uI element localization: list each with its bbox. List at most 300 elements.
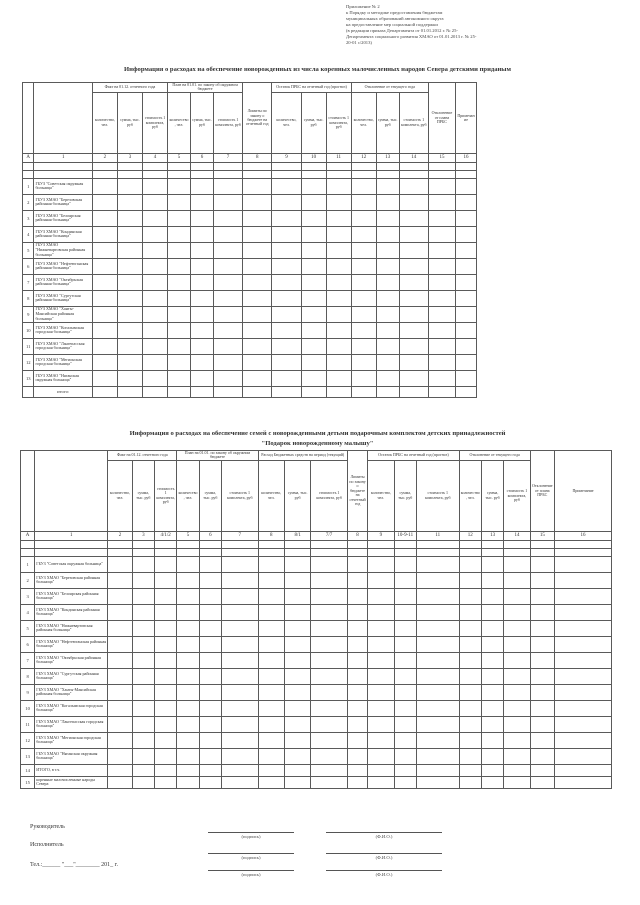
value-cell: [177, 572, 199, 588]
header-group-cell: Отклонение от плана ПРБС: [530, 451, 554, 532]
value-cell: [530, 716, 554, 732]
value-cell: [530, 732, 554, 748]
value-cell: [284, 776, 310, 788]
value-cell: [347, 716, 367, 732]
value-cell: [221, 636, 258, 652]
header-organization-cell: [34, 83, 92, 154]
value-cell: [190, 354, 213, 370]
value-cell: [108, 668, 132, 684]
value-cell: [154, 764, 176, 776]
value-cell: [132, 668, 154, 684]
value-cell: [399, 242, 428, 258]
value-cell: [394, 716, 416, 732]
empty-cell: [168, 170, 191, 178]
value-cell: [243, 274, 272, 290]
value-cell: [177, 588, 199, 604]
value-cell: [347, 748, 367, 764]
value-cell: [92, 178, 117, 194]
empty-cell: [21, 540, 35, 548]
value-cell: [190, 226, 213, 242]
column-number-cell: 6: [190, 153, 213, 162]
value-cell: [168, 178, 191, 194]
organization-cell: ГБУЗ ХМАО "Нижневартовская районная больница": [34, 242, 92, 258]
column-number-cell: 13: [376, 153, 399, 162]
value-cell: [221, 700, 258, 716]
organization-cell: ГБУЗ ХМАО "Белоярская районная больница": [35, 588, 108, 604]
value-cell: [199, 732, 221, 748]
value-cell: [108, 732, 132, 748]
row-number-cell: 10: [21, 700, 35, 716]
appendix-line: к Порядку и методике предоставления бюджетам: [346, 10, 443, 15]
row-number-cell: 5: [21, 620, 35, 636]
empty-cell: [459, 548, 481, 556]
value-cell: [199, 668, 221, 684]
value-cell: [376, 290, 399, 306]
value-cell: [428, 290, 455, 306]
value-cell: [351, 370, 376, 386]
empty-cell: [213, 170, 242, 178]
empty-cell: [199, 548, 221, 556]
value-cell: [459, 716, 481, 732]
value-cell: [311, 716, 348, 732]
value-cell: [326, 258, 351, 274]
value-cell: [168, 242, 191, 258]
value-cell: [428, 370, 455, 386]
empty-cell: [154, 548, 176, 556]
value-cell: [301, 226, 326, 242]
value-cell: [272, 322, 301, 338]
value-cell: [504, 604, 530, 620]
subheader-cell: сумма, тыс. руб: [190, 92, 213, 153]
value-cell: [177, 700, 199, 716]
value-cell: [555, 620, 612, 636]
organization-cell: ГБУЗ ХМАО "Лангепасская городская больница": [35, 716, 108, 732]
value-cell: [284, 764, 310, 776]
empty-cell: [459, 540, 481, 548]
value-cell: [243, 338, 272, 354]
value-cell: [347, 620, 367, 636]
value-cell: [177, 684, 199, 700]
row-number-cell: [23, 386, 34, 397]
value-cell: [92, 194, 117, 210]
value-cell: [368, 604, 394, 620]
value-cell: [555, 748, 612, 764]
empty-cell: [221, 548, 258, 556]
column-number-cell: 9: [272, 153, 301, 162]
value-cell: [456, 226, 477, 242]
value-cell: [399, 258, 428, 274]
appendix-line: Приложение № 2: [346, 4, 380, 9]
value-cell: [416, 668, 459, 684]
empty-cell: [394, 540, 416, 548]
value-cell: [311, 604, 348, 620]
value-cell: [326, 338, 351, 354]
value-cell: [376, 354, 399, 370]
column-number-cell: 2: [108, 531, 132, 540]
column-number-cell: 1: [35, 531, 108, 540]
value-cell: [213, 194, 242, 210]
empty-cell: [368, 540, 394, 548]
empty-cell: [428, 162, 455, 170]
value-cell: [459, 636, 481, 652]
value-cell: [272, 306, 301, 322]
subheader-cell: сумма, тыс. руб: [284, 460, 310, 531]
phone-sign-hint: (подпись): [241, 872, 261, 877]
row-number-cell: 5: [23, 242, 34, 258]
value-cell: [504, 572, 530, 588]
empty-cell: [416, 548, 459, 556]
value-cell: [530, 556, 554, 572]
value-cell: [190, 290, 213, 306]
empty-cell: [221, 540, 258, 548]
table-row: [21, 620, 612, 636]
value-cell: [351, 354, 376, 370]
value-cell: [213, 242, 242, 258]
value-cell: [368, 684, 394, 700]
value-cell: [117, 370, 142, 386]
subheader-cell: сумма, тыс. руб: [481, 460, 503, 531]
value-cell: [311, 668, 348, 684]
value-cell: [221, 572, 258, 588]
empty-cell: [243, 162, 272, 170]
empty-row: [23, 162, 477, 170]
column-number-cell: 7: [221, 531, 258, 540]
value-cell: [272, 370, 301, 386]
value-cell: [190, 242, 213, 258]
value-cell: [221, 776, 258, 788]
value-cell: [504, 588, 530, 604]
value-cell: [154, 636, 176, 652]
value-cell: [416, 556, 459, 572]
value-cell: [555, 700, 612, 716]
value-cell: [368, 668, 394, 684]
value-cell: [555, 764, 612, 776]
header-group-cell: Отклонение от текущего года: [351, 83, 428, 93]
organization-cell: ГБУЗ ХМАО "Октябрьская районная больница": [35, 652, 108, 668]
value-cell: [326, 386, 351, 397]
value-cell: [416, 604, 459, 620]
value-cell: [213, 290, 242, 306]
value-cell: [190, 306, 213, 322]
value-cell: [394, 636, 416, 652]
value-cell: [428, 178, 455, 194]
value-cell: [368, 652, 394, 668]
value-cell: [555, 716, 612, 732]
value-cell: [311, 764, 348, 776]
value-cell: [555, 572, 612, 588]
value-cell: [368, 716, 394, 732]
empty-cell: [108, 548, 132, 556]
value-cell: [108, 588, 132, 604]
value-cell: [326, 354, 351, 370]
empty-cell: [301, 170, 326, 178]
empty-cell: [399, 170, 428, 178]
value-cell: [243, 242, 272, 258]
value-cell: [311, 684, 348, 700]
value-cell: [555, 588, 612, 604]
value-cell: [213, 370, 242, 386]
value-cell: [177, 556, 199, 572]
table-row: [23, 306, 477, 322]
value-cell: [459, 732, 481, 748]
organization-cell: ГБУЗ ХМАО "Кондинская районная больница": [34, 226, 92, 242]
header-row: [21, 451, 612, 461]
value-cell: [117, 338, 142, 354]
value-cell: [504, 684, 530, 700]
value-cell: [376, 370, 399, 386]
empty-cell: [272, 170, 301, 178]
subheader-cell: стоимость 1 комплекта, руб: [311, 460, 348, 531]
value-cell: [190, 258, 213, 274]
column-number-cell: А: [23, 153, 34, 162]
value-cell: [301, 274, 326, 290]
value-cell: [376, 306, 399, 322]
value-cell: [456, 242, 477, 258]
value-cell: [376, 274, 399, 290]
column-number-cell: 3: [132, 531, 154, 540]
value-cell: [311, 572, 348, 588]
value-cell: [154, 732, 176, 748]
value-cell: [92, 258, 117, 274]
value-cell: [154, 652, 176, 668]
value-cell: [456, 338, 477, 354]
column-number-cell: 9: [368, 531, 394, 540]
value-cell: [376, 258, 399, 274]
value-cell: [221, 588, 258, 604]
value-cell: [284, 716, 310, 732]
subheader-cell: стоимость 1 комплекта, руб: [326, 92, 351, 153]
value-cell: [504, 716, 530, 732]
organization-cell: ГБУЗ ХМАО "Нижневартовская районная больница": [35, 620, 108, 636]
section1-table: [22, 82, 477, 398]
empty-cell: [142, 162, 167, 170]
value-cell: [376, 242, 399, 258]
value-cell: [347, 668, 367, 684]
empty-cell: [177, 540, 199, 548]
value-cell: [399, 338, 428, 354]
value-cell: [428, 258, 455, 274]
value-cell: [284, 652, 310, 668]
value-cell: [284, 748, 310, 764]
subheader-cell: сумма, тыс. руб: [301, 92, 326, 153]
empty-cell: [326, 170, 351, 178]
value-cell: [154, 572, 176, 588]
value-cell: [154, 684, 176, 700]
value-cell: [459, 776, 481, 788]
table-row: [21, 732, 612, 748]
value-cell: [92, 290, 117, 306]
table-row: [21, 700, 612, 716]
section2-table: [20, 450, 612, 789]
value-cell: [213, 274, 242, 290]
total-row: [23, 386, 477, 397]
value-cell: [301, 338, 326, 354]
column-number-cell: 12: [459, 531, 481, 540]
row-number-cell: 1: [23, 178, 34, 194]
organization-cell: ГБУЗ ХМАО "Мегионская городская больница": [35, 732, 108, 748]
empty-cell: [481, 540, 503, 548]
value-cell: [481, 764, 503, 776]
value-cell: [243, 226, 272, 242]
header-group-cell: Примечание: [456, 83, 477, 154]
value-cell: [92, 338, 117, 354]
value-cell: [142, 354, 167, 370]
value-cell: [117, 242, 142, 258]
row-number-cell: 10: [23, 322, 34, 338]
value-cell: [132, 700, 154, 716]
value-cell: [272, 274, 301, 290]
value-cell: [456, 354, 477, 370]
value-cell: [272, 290, 301, 306]
header-organization-cell: [35, 451, 108, 532]
value-cell: [117, 258, 142, 274]
value-cell: [311, 588, 348, 604]
value-cell: [399, 370, 428, 386]
value-cell: [177, 668, 199, 684]
subheader-cell: количество, чел.: [368, 460, 394, 531]
value-cell: [481, 604, 503, 620]
subheader-cell: количество, чел.: [92, 92, 117, 153]
empty-row: [23, 170, 477, 178]
table-row: [21, 684, 612, 700]
row-number-cell: 7: [21, 652, 35, 668]
value-cell: [221, 684, 258, 700]
subheader-cell: сумма, тыс. руб: [117, 92, 142, 153]
value-cell: [190, 386, 213, 397]
appendix-line: 20-01 с/2013): [346, 40, 372, 45]
value-cell: [428, 322, 455, 338]
empty-cell: [34, 170, 92, 178]
subheader-cell: количество, чел.: [258, 460, 284, 531]
value-cell: [351, 258, 376, 274]
value-cell: [555, 776, 612, 788]
value-cell: [347, 776, 367, 788]
value-cell: [258, 636, 284, 652]
value-cell: [301, 354, 326, 370]
value-cell: [142, 226, 167, 242]
value-cell: [326, 194, 351, 210]
empty-cell: [92, 170, 117, 178]
value-cell: [504, 764, 530, 776]
subheader-cell: количество, чел.: [459, 460, 481, 531]
value-cell: [221, 668, 258, 684]
organization-cell: ГБУЗ ХМАО "Лангепасская городская больница": [34, 338, 92, 354]
table-row: [21, 604, 612, 620]
value-cell: [504, 620, 530, 636]
value-cell: [221, 604, 258, 620]
empty-cell: [284, 540, 310, 548]
value-cell: [311, 700, 348, 716]
empty-cell: [92, 162, 117, 170]
head-sign-hint: (подпись): [241, 834, 261, 839]
organization-cell: ГБУЗ "Советская окружная больница": [35, 556, 108, 572]
value-cell: [199, 700, 221, 716]
value-cell: [394, 776, 416, 788]
table-row: [23, 194, 477, 210]
empty-cell: [199, 540, 221, 548]
organization-cell: ГБУЗ ХМАО "Нефтеюганская районная больница": [34, 258, 92, 274]
value-cell: [394, 572, 416, 588]
appendix-line: (в редакции приказа Департамента от 01.01.2012 г. № 25-: [346, 28, 458, 33]
value-cell: [284, 572, 310, 588]
value-cell: [213, 354, 242, 370]
value-cell: [258, 668, 284, 684]
value-cell: [199, 620, 221, 636]
value-cell: [428, 226, 455, 242]
value-cell: [258, 572, 284, 588]
value-cell: [394, 748, 416, 764]
value-cell: [168, 386, 191, 397]
value-cell: [258, 620, 284, 636]
value-cell: [311, 748, 348, 764]
value-cell: [284, 684, 310, 700]
value-cell: [394, 588, 416, 604]
value-cell: [108, 776, 132, 788]
value-cell: [555, 604, 612, 620]
value-cell: [142, 242, 167, 258]
value-cell: [132, 748, 154, 764]
value-cell: [243, 306, 272, 322]
value-cell: [199, 572, 221, 588]
head-sign-line: [208, 832, 294, 833]
section2-title: Информация о расходах на обеспечение семей с новорожденными детьми подарочным комплектом детских принадлежностей: [129, 430, 506, 437]
value-cell: [368, 620, 394, 636]
column-number-cell: 8: [347, 531, 367, 540]
row-number-cell: 6: [23, 258, 34, 274]
value-cell: [284, 636, 310, 652]
row-number-cell: 7: [23, 274, 34, 290]
value-cell: [351, 194, 376, 210]
empty-cell: [35, 548, 108, 556]
value-cell: [221, 716, 258, 732]
value-cell: [108, 652, 132, 668]
value-cell: [117, 354, 142, 370]
value-cell: [132, 764, 154, 776]
value-cell: [243, 370, 272, 386]
value-cell: [199, 748, 221, 764]
value-cell: [456, 386, 477, 397]
empty-cell: [456, 170, 477, 178]
value-cell: [213, 178, 242, 194]
header-row: [23, 83, 477, 93]
value-cell: [428, 242, 455, 258]
empty-cell: [428, 170, 455, 178]
value-cell: [456, 370, 477, 386]
value-cell: [428, 354, 455, 370]
empty-cell: [301, 162, 326, 170]
value-cell: [416, 588, 459, 604]
value-cell: [154, 588, 176, 604]
header-group-cell: Отклонение от текущего года: [459, 451, 530, 461]
value-cell: [117, 306, 142, 322]
value-cell: [258, 604, 284, 620]
value-cell: [168, 226, 191, 242]
empty-cell: [132, 540, 154, 548]
empty-row: [21, 548, 612, 556]
value-cell: [132, 716, 154, 732]
value-cell: [368, 700, 394, 716]
value-cell: [416, 684, 459, 700]
value-cell: [132, 652, 154, 668]
table-row: [23, 370, 477, 386]
value-cell: [351, 386, 376, 397]
value-cell: [213, 306, 242, 322]
empty-cell: [154, 540, 176, 548]
total-label-cell: итого:: [34, 386, 92, 397]
value-cell: [555, 556, 612, 572]
value-cell: [284, 588, 310, 604]
row-number-cell: 13: [23, 370, 34, 386]
